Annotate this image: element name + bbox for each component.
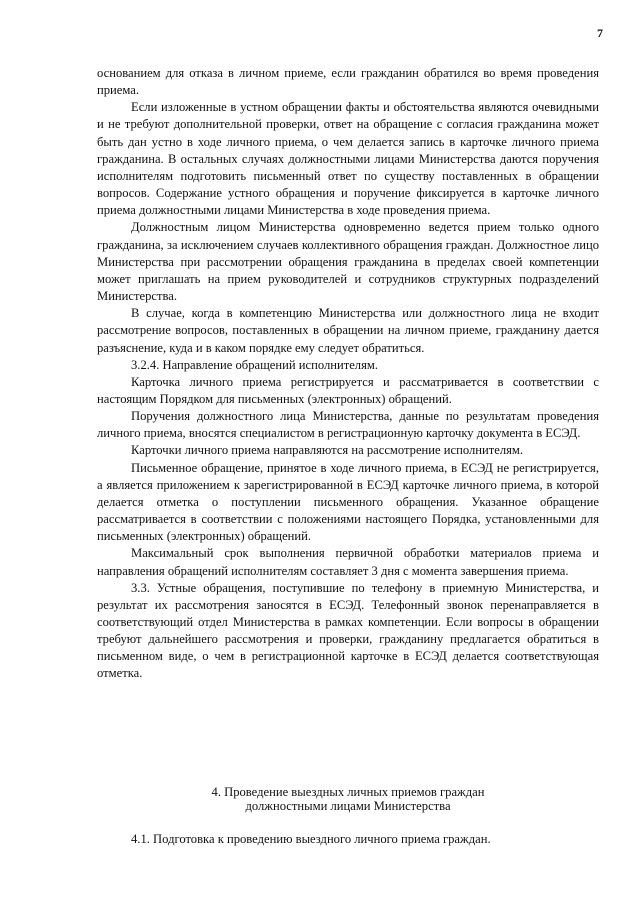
paragraph-instructions: Поручения должностного лица Министерства, данные по результатам проведения личного приема, вносятся специалистом в регистрационную карточку документа в ЕСЭД. (97, 409, 599, 441)
paragraph-single-citizen: Должностным лицом Министерства одновременно ведется прием только одного гражданина, за исключением случаев коллективного обращения граждан. Должностное лицо Министерства при рассмотрении обращения гражданина в пределах своей компетенции может приглашать на прием руководителей и сотрудников структурных подразделений Министерства. (97, 220, 599, 304)
document-body (97, 65, 599, 683)
paragraph-max-term: Максимальный срок выполнения первичной обработки материалов приема и направления обращений исполнителям составляет 3 дня с момента завершения приема. (97, 546, 599, 578)
paragraph-cards-sent: Карточки личного приема направляются на рассмотрение исполнителям. (131, 443, 524, 458)
paragraph-continuation: основанием для отказа в личном приеме, если гражданин обратился во время проведения приема. (97, 66, 599, 98)
page-number: 7 (597, 26, 603, 40)
subsection-heading: 4.1. Подготовка к проведению выездного личного приема граждан. (131, 832, 491, 846)
paragraph-outside-competence: В случае, когда в компетенцию Министерства или должностного лица не входит рассмотрение вопросов, поставленных в обращении на личном приеме, гражданину дается разъяснение, куда и в каком порядке ему следует обратиться. (97, 306, 599, 355)
clause-3-2-4-title: 3.2.4. Направление обращений исполнителям. (131, 357, 378, 372)
clause-3-3-phone-appeals: 3.3. Устные обращения, поступившие по телефону в приемную Министерства, и результат их рассмотрения заносятся в ЕСЭД. Телефонный звонок перенаправляется в соответствующий отдел Министерства в рамках компетенции. Если вопросы в обращении требуют дальнейшего рассмотрения и проверки, гражданину предлагается обратиться в письменном виде, о чем в регистрационной карточке в ЕСЭД делается соответствующая отметка. (97, 580, 599, 681)
paragraph-oral-answer: Если изложенные в устном обращении факты и обстоятельства являются очевидными и не требуют дополнительной проверки, ответ на обращение с согласия гражданина может быть дан устно в ходе личного приема, о чем делается запись в карточке личного приема гражданина. В остальных случаях должностными лицами Министерства даются поручения исполнителям подготовить письменный ответ по существу поставленных в обращении вопросов. Содержание устного обращения и поручение фиксируется в карточке личного приема должностными лицами Министерства в ходе проведения приема. (97, 100, 599, 218)
paragraph-card-registration: Карточка личного приема регистрируется и рассматривается в соответствии с настоящим Порядком для письменных (электронных) обращений. (97, 374, 599, 406)
section-heading-line-2: должностными лицами Министерства (245, 798, 451, 813)
paragraph-written-appeal: Письменное обращение, принятое в ходе личного приема, в ЕСЭД не регистрируется, а является приложением к зарегистрированной в ЕСЭД карточке личного приема, в которой делается отметка о поступлении письменного обращения. Указанное обращение рассматривается в соответствии с положениями настоящего Порядка, установленными для письменных (электронных) обращений. (97, 460, 599, 544)
section-heading-line-1: 4. Проведение выездных личных приемов граждан (211, 785, 485, 799)
section-heading (97, 786, 599, 813)
